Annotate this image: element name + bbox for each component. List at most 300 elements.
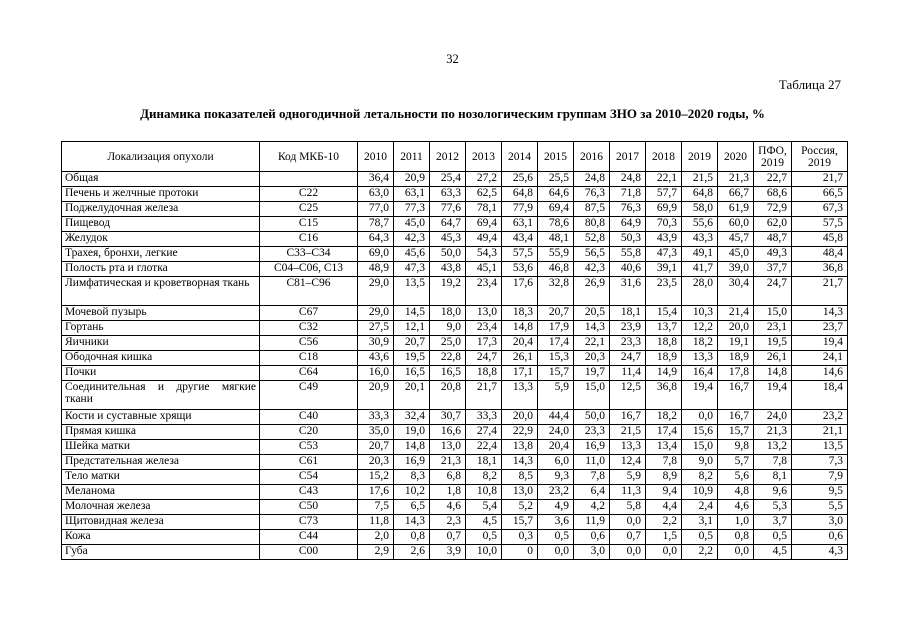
- localization-cell: Желудок: [62, 232, 260, 247]
- value-cell: 0: [502, 545, 538, 560]
- value-cell: 20,3: [574, 351, 610, 366]
- value-cell: 3,9: [430, 545, 466, 560]
- value-cell: 16,9: [394, 455, 430, 470]
- value-cell: 19,4: [682, 381, 718, 410]
- value-cell: 21,3: [754, 425, 792, 440]
- value-cell: 2,2: [646, 515, 682, 530]
- value-cell: 63,1: [394, 187, 430, 202]
- value-cell: 23,2: [538, 485, 574, 500]
- table-number: Таблица 27: [778, 77, 841, 92]
- value-cell: 10,0: [466, 545, 502, 560]
- value-cell: 11,3: [610, 485, 646, 500]
- value-cell: 80,8: [574, 217, 610, 232]
- value-cell: 3,6: [538, 515, 574, 530]
- value-cell: 18,1: [610, 306, 646, 321]
- value-cell: 13,3: [682, 351, 718, 366]
- table-row: [62, 217, 848, 232]
- value-cell: 4,6: [430, 500, 466, 515]
- value-cell: 13,5: [792, 440, 848, 455]
- value-cell: 39,0: [718, 262, 754, 277]
- value-cell: 26,9: [574, 277, 610, 306]
- value-cell: 10,3: [682, 306, 718, 321]
- value-cell: 20,1: [394, 381, 430, 410]
- localization-cell: Губа: [62, 545, 260, 560]
- value-cell: 21,1: [792, 425, 848, 440]
- value-cell: 60,0: [718, 217, 754, 232]
- value-cell: 23,4: [466, 277, 502, 306]
- value-cell: 41,7: [682, 262, 718, 277]
- icd-code-cell: C64: [260, 366, 358, 381]
- value-cell: 50,3: [610, 232, 646, 247]
- value-cell: 77,3: [394, 202, 430, 217]
- value-cell: 5,6: [718, 470, 754, 485]
- value-cell: 43,3: [682, 232, 718, 247]
- header-year-2014: 2014: [502, 142, 538, 172]
- value-cell: 20,0: [718, 321, 754, 336]
- value-cell: 0,0: [610, 515, 646, 530]
- value-cell: 48,4: [792, 247, 848, 262]
- value-cell: 21,3: [718, 172, 754, 187]
- icd-code-cell: C44: [260, 530, 358, 545]
- value-cell: 15,0: [682, 440, 718, 455]
- value-cell: 18,2: [682, 336, 718, 351]
- value-cell: 18,9: [718, 351, 754, 366]
- table-row: [62, 545, 848, 560]
- value-cell: 45,8: [792, 232, 848, 247]
- value-cell: 18,2: [646, 410, 682, 425]
- value-cell: 8,5: [502, 470, 538, 485]
- icd-code-cell: C32: [260, 321, 358, 336]
- value-cell: 16,7: [718, 381, 754, 410]
- value-cell: 16,7: [610, 410, 646, 425]
- value-cell: 52,8: [574, 232, 610, 247]
- localization-cell: Кости и суставные хрящи: [62, 410, 260, 425]
- value-cell: 12,2: [682, 321, 718, 336]
- value-cell: 53,6: [502, 262, 538, 277]
- value-cell: 16,7: [718, 410, 754, 425]
- value-cell: 3,0: [792, 515, 848, 530]
- value-cell: 5,4: [466, 500, 502, 515]
- value-cell: 20,7: [358, 440, 394, 455]
- value-cell: 2,0: [358, 530, 394, 545]
- value-cell: 4,5: [466, 515, 502, 530]
- value-cell: 13,7: [646, 321, 682, 336]
- value-cell: 21,4: [718, 306, 754, 321]
- value-cell: 16,0: [358, 366, 394, 381]
- table-row: [62, 381, 848, 410]
- table-row: [62, 262, 848, 277]
- value-cell: 49,1: [682, 247, 718, 262]
- value-cell: 13,0: [430, 440, 466, 455]
- value-cell: 2,3: [430, 515, 466, 530]
- value-cell: 18,1: [466, 455, 502, 470]
- value-cell: 77,6: [430, 202, 466, 217]
- value-cell: 0,5: [754, 530, 792, 545]
- value-cell: 15,6: [682, 425, 718, 440]
- value-cell: 26,1: [754, 351, 792, 366]
- value-cell: 17,9: [538, 321, 574, 336]
- value-cell: 29,0: [358, 306, 394, 321]
- value-cell: 19,7: [574, 366, 610, 381]
- localization-cell: Поджелудочная железа: [62, 202, 260, 217]
- localization-cell: Молочная железа: [62, 500, 260, 515]
- value-cell: 24,7: [610, 351, 646, 366]
- value-cell: 1,5: [646, 530, 682, 545]
- value-cell: 15,7: [538, 366, 574, 381]
- value-cell: 9,4: [646, 485, 682, 500]
- value-cell: 14,6: [792, 366, 848, 381]
- value-cell: 12,1: [394, 321, 430, 336]
- value-cell: 67,3: [792, 202, 848, 217]
- value-cell: 62,0: [754, 217, 792, 232]
- value-cell: 18,0: [430, 306, 466, 321]
- value-cell: 14,9: [646, 366, 682, 381]
- value-cell: 11,9: [574, 515, 610, 530]
- value-cell: 10,2: [394, 485, 430, 500]
- value-cell: 4,9: [538, 500, 574, 515]
- value-cell: 25,5: [538, 172, 574, 187]
- header-year-2013: 2013: [466, 142, 502, 172]
- value-cell: 3,0: [574, 545, 610, 560]
- value-cell: 17,6: [502, 277, 538, 306]
- value-cell: 22,9: [502, 425, 538, 440]
- value-cell: 31,6: [610, 277, 646, 306]
- value-cell: 62,5: [466, 187, 502, 202]
- value-cell: 20,7: [538, 306, 574, 321]
- value-cell: 64,7: [430, 217, 466, 232]
- value-cell: 6,0: [538, 455, 574, 470]
- value-cell: 50,0: [430, 247, 466, 262]
- table-row: [62, 366, 848, 381]
- value-cell: 8,2: [466, 470, 502, 485]
- table-caption: Динамика показателей одногодичной летальности по нозологическим группам ЗНО за 2010–2020 годы, %: [140, 106, 765, 121]
- value-cell: 20,4: [502, 336, 538, 351]
- header-year-2016: 2016: [574, 142, 610, 172]
- value-cell: 69,4: [538, 202, 574, 217]
- value-cell: 17,8: [718, 366, 754, 381]
- value-cell: 4,3: [792, 545, 848, 560]
- value-cell: 13,0: [466, 306, 502, 321]
- value-cell: 6,5: [394, 500, 430, 515]
- value-cell: 49,4: [466, 232, 502, 247]
- value-cell: 40,6: [610, 262, 646, 277]
- table-row: [62, 306, 848, 321]
- value-cell: 1,0: [718, 515, 754, 530]
- value-cell: 45,0: [718, 247, 754, 262]
- value-cell: 24,7: [754, 277, 792, 306]
- value-cell: 39,1: [646, 262, 682, 277]
- value-cell: 20,4: [538, 440, 574, 455]
- value-cell: 66,5: [792, 187, 848, 202]
- value-cell: 30,9: [358, 336, 394, 351]
- value-cell: 36,4: [358, 172, 394, 187]
- value-cell: 14,5: [394, 306, 430, 321]
- icd-code-cell: C53: [260, 440, 358, 455]
- value-cell: 45,7: [718, 232, 754, 247]
- localization-cell: Гортань: [62, 321, 260, 336]
- value-cell: 23,2: [792, 410, 848, 425]
- value-cell: 69,0: [358, 247, 394, 262]
- localization-cell: Кожа: [62, 530, 260, 545]
- value-cell: 0,3: [502, 530, 538, 545]
- value-cell: 18,8: [466, 366, 502, 381]
- header-year-2019: 2019: [682, 142, 718, 172]
- value-cell: 10,8: [466, 485, 502, 500]
- table-row: [62, 455, 848, 470]
- value-cell: 0,5: [466, 530, 502, 545]
- value-cell: 29,0: [358, 277, 394, 306]
- icd-code-cell: C50: [260, 500, 358, 515]
- value-cell: 43,6: [358, 351, 394, 366]
- value-cell: 22,1: [574, 336, 610, 351]
- value-cell: 45,3: [430, 232, 466, 247]
- value-cell: 22,4: [466, 440, 502, 455]
- value-cell: 16,9: [574, 440, 610, 455]
- value-cell: 70,3: [646, 217, 682, 232]
- value-cell: 16,4: [682, 366, 718, 381]
- value-cell: 2,2: [682, 545, 718, 560]
- value-cell: 7,5: [358, 500, 394, 515]
- localization-cell: Меланома: [62, 485, 260, 500]
- localization-cell: Шейка матки: [62, 440, 260, 455]
- value-cell: 78,7: [358, 217, 394, 232]
- value-cell: 25,4: [430, 172, 466, 187]
- value-cell: 24,0: [754, 410, 792, 425]
- value-cell: 0,7: [610, 530, 646, 545]
- value-cell: 19,1: [718, 336, 754, 351]
- value-cell: 17,3: [466, 336, 502, 351]
- localization-cell: Ободочная кишка: [62, 351, 260, 366]
- value-cell: 11,8: [358, 515, 394, 530]
- value-cell: 42,3: [574, 262, 610, 277]
- icd-code-cell: C61: [260, 455, 358, 470]
- value-cell: 3,7: [754, 515, 792, 530]
- value-cell: 11,4: [610, 366, 646, 381]
- value-cell: 36,8: [646, 381, 682, 410]
- value-cell: 37,7: [754, 262, 792, 277]
- value-cell: 4,6: [718, 500, 754, 515]
- value-cell: 55,9: [538, 247, 574, 262]
- value-cell: 14,3: [792, 306, 848, 321]
- value-cell: 5,5: [792, 500, 848, 515]
- value-cell: 8,9: [646, 470, 682, 485]
- value-cell: 78,1: [466, 202, 502, 217]
- header-icd-code: Код МКБ-10: [260, 142, 358, 172]
- value-cell: 23,1: [754, 321, 792, 336]
- value-cell: 55,6: [682, 217, 718, 232]
- value-cell: 16,5: [394, 366, 430, 381]
- value-cell: 21,7: [792, 172, 848, 187]
- table-row: [62, 440, 848, 455]
- value-cell: 11,0: [574, 455, 610, 470]
- value-cell: 15,4: [646, 306, 682, 321]
- value-cell: 1,8: [430, 485, 466, 500]
- value-cell: 14,8: [502, 321, 538, 336]
- value-cell: 9,8: [718, 440, 754, 455]
- value-cell: 68,6: [754, 187, 792, 202]
- value-cell: 21,5: [682, 172, 718, 187]
- value-cell: 13,3: [502, 381, 538, 410]
- value-cell: 58,0: [682, 202, 718, 217]
- value-cell: 30,7: [430, 410, 466, 425]
- value-cell: 13,8: [502, 440, 538, 455]
- value-cell: 14,3: [394, 515, 430, 530]
- value-cell: 6,8: [430, 470, 466, 485]
- table-row: [62, 485, 848, 500]
- page-number: 32: [446, 52, 459, 66]
- value-cell: 22,1: [646, 172, 682, 187]
- value-cell: 7,9: [792, 470, 848, 485]
- value-cell: 17,4: [538, 336, 574, 351]
- header-year-2010: 2010: [358, 142, 394, 172]
- value-cell: 23,3: [610, 336, 646, 351]
- header-year-2011: 2011: [394, 142, 430, 172]
- value-cell: 0,0: [646, 545, 682, 560]
- value-cell: 19,4: [792, 336, 848, 351]
- icd-code-cell: C15: [260, 217, 358, 232]
- value-cell: 13,4: [646, 440, 682, 455]
- value-cell: 5,2: [502, 500, 538, 515]
- value-cell: 30,4: [718, 277, 754, 306]
- table-row: [62, 410, 848, 425]
- value-cell: 0,8: [718, 530, 754, 545]
- value-cell: 4,5: [754, 545, 792, 560]
- value-cell: 0,6: [792, 530, 848, 545]
- value-cell: 0,6: [574, 530, 610, 545]
- icd-code-cell: C04–C06, C13: [260, 262, 358, 277]
- value-cell: 15,7: [718, 425, 754, 440]
- value-cell: 12,5: [610, 381, 646, 410]
- value-cell: 9,0: [682, 455, 718, 470]
- value-cell: 5,7: [718, 455, 754, 470]
- value-cell: 6,4: [574, 485, 610, 500]
- localization-cell: Предстательная железа: [62, 455, 260, 470]
- value-cell: 64,8: [502, 187, 538, 202]
- value-cell: 23,3: [574, 425, 610, 440]
- value-cell: 20,9: [394, 172, 430, 187]
- value-cell: 20,5: [574, 306, 610, 321]
- value-cell: 76,3: [610, 202, 646, 217]
- value-cell: 45,0: [394, 217, 430, 232]
- value-cell: 27,4: [466, 425, 502, 440]
- value-cell: 18,8: [646, 336, 682, 351]
- value-cell: 17,4: [646, 425, 682, 440]
- value-cell: 7,3: [792, 455, 848, 470]
- value-cell: 0,8: [394, 530, 430, 545]
- value-cell: 12,4: [610, 455, 646, 470]
- value-cell: 69,4: [466, 217, 502, 232]
- value-cell: 19,4: [754, 381, 792, 410]
- value-cell: 20,7: [394, 336, 430, 351]
- value-cell: 27,5: [358, 321, 394, 336]
- localization-cell: Щитовидная железа: [62, 515, 260, 530]
- localization-cell: Общая: [62, 172, 260, 187]
- icd-code-cell: C40: [260, 410, 358, 425]
- table-row: [62, 425, 848, 440]
- value-cell: 20,0: [502, 410, 538, 425]
- value-cell: 21,7: [792, 277, 848, 306]
- value-cell: 0,0: [610, 545, 646, 560]
- value-cell: 18,4: [792, 381, 848, 410]
- value-cell: 54,3: [466, 247, 502, 262]
- value-cell: 63,3: [430, 187, 466, 202]
- localization-cell: Мочевой пузырь: [62, 306, 260, 321]
- value-cell: 14,8: [754, 366, 792, 381]
- table-row: [62, 321, 848, 336]
- value-cell: 0,5: [682, 530, 718, 545]
- table-row: [62, 172, 848, 187]
- table-row: [62, 247, 848, 262]
- value-cell: 78,6: [538, 217, 574, 232]
- value-cell: 8,1: [754, 470, 792, 485]
- value-cell: 56,5: [574, 247, 610, 262]
- table-row: [62, 336, 848, 351]
- value-cell: 64,6: [538, 187, 574, 202]
- value-cell: 24,8: [574, 172, 610, 187]
- localization-cell: Трахея, бронхи, легкие: [62, 247, 260, 262]
- value-cell: 21,5: [610, 425, 646, 440]
- value-cell: 47,3: [646, 247, 682, 262]
- header-year-2017: 2017: [610, 142, 646, 172]
- value-cell: 10,9: [682, 485, 718, 500]
- value-cell: 64,8: [682, 187, 718, 202]
- mortality-table: [61, 141, 848, 560]
- header-year-2012: 2012: [430, 142, 466, 172]
- table-row: [62, 351, 848, 366]
- value-cell: 17,6: [358, 485, 394, 500]
- value-cell: 21,7: [466, 381, 502, 410]
- value-cell: 17,1: [502, 366, 538, 381]
- value-cell: 19,5: [394, 351, 430, 366]
- icd-code-cell: C73: [260, 515, 358, 530]
- value-cell: 23,7: [792, 321, 848, 336]
- value-cell: 13,0: [502, 485, 538, 500]
- value-cell: 23,4: [466, 321, 502, 336]
- table-row: [62, 530, 848, 545]
- value-cell: 28,0: [682, 277, 718, 306]
- value-cell: 15,3: [538, 351, 574, 366]
- value-cell: 24,1: [792, 351, 848, 366]
- value-cell: 0,7: [430, 530, 466, 545]
- value-cell: 15,2: [358, 470, 394, 485]
- icd-code-cell: C67: [260, 306, 358, 321]
- icd-code-cell: C81–C96: [260, 277, 358, 306]
- localization-cell: Лимфатическая и кроветворная ткань: [62, 277, 260, 306]
- value-cell: 14,3: [574, 321, 610, 336]
- table-row: [62, 232, 848, 247]
- value-cell: 25,0: [430, 336, 466, 351]
- value-cell: 23,5: [646, 277, 682, 306]
- icd-code-cell: C20: [260, 425, 358, 440]
- header-year-2020: 2020: [718, 142, 754, 172]
- icd-code-cell: C49: [260, 381, 358, 410]
- header-year-2018: 2018: [646, 142, 682, 172]
- value-cell: 16,5: [430, 366, 466, 381]
- value-cell: 5,9: [538, 381, 574, 410]
- localization-cell: Яичники: [62, 336, 260, 351]
- value-cell: 46,8: [538, 262, 574, 277]
- value-cell: 18,9: [646, 351, 682, 366]
- value-cell: 2,9: [358, 545, 394, 560]
- value-cell: 7,8: [754, 455, 792, 470]
- value-cell: 57,5: [792, 217, 848, 232]
- header-localization: Локализация опухоли: [62, 142, 260, 172]
- value-cell: 48,1: [538, 232, 574, 247]
- value-cell: 16,6: [430, 425, 466, 440]
- value-cell: 19,0: [394, 425, 430, 440]
- value-cell: 57,7: [646, 187, 682, 202]
- value-cell: 20,9: [358, 381, 394, 410]
